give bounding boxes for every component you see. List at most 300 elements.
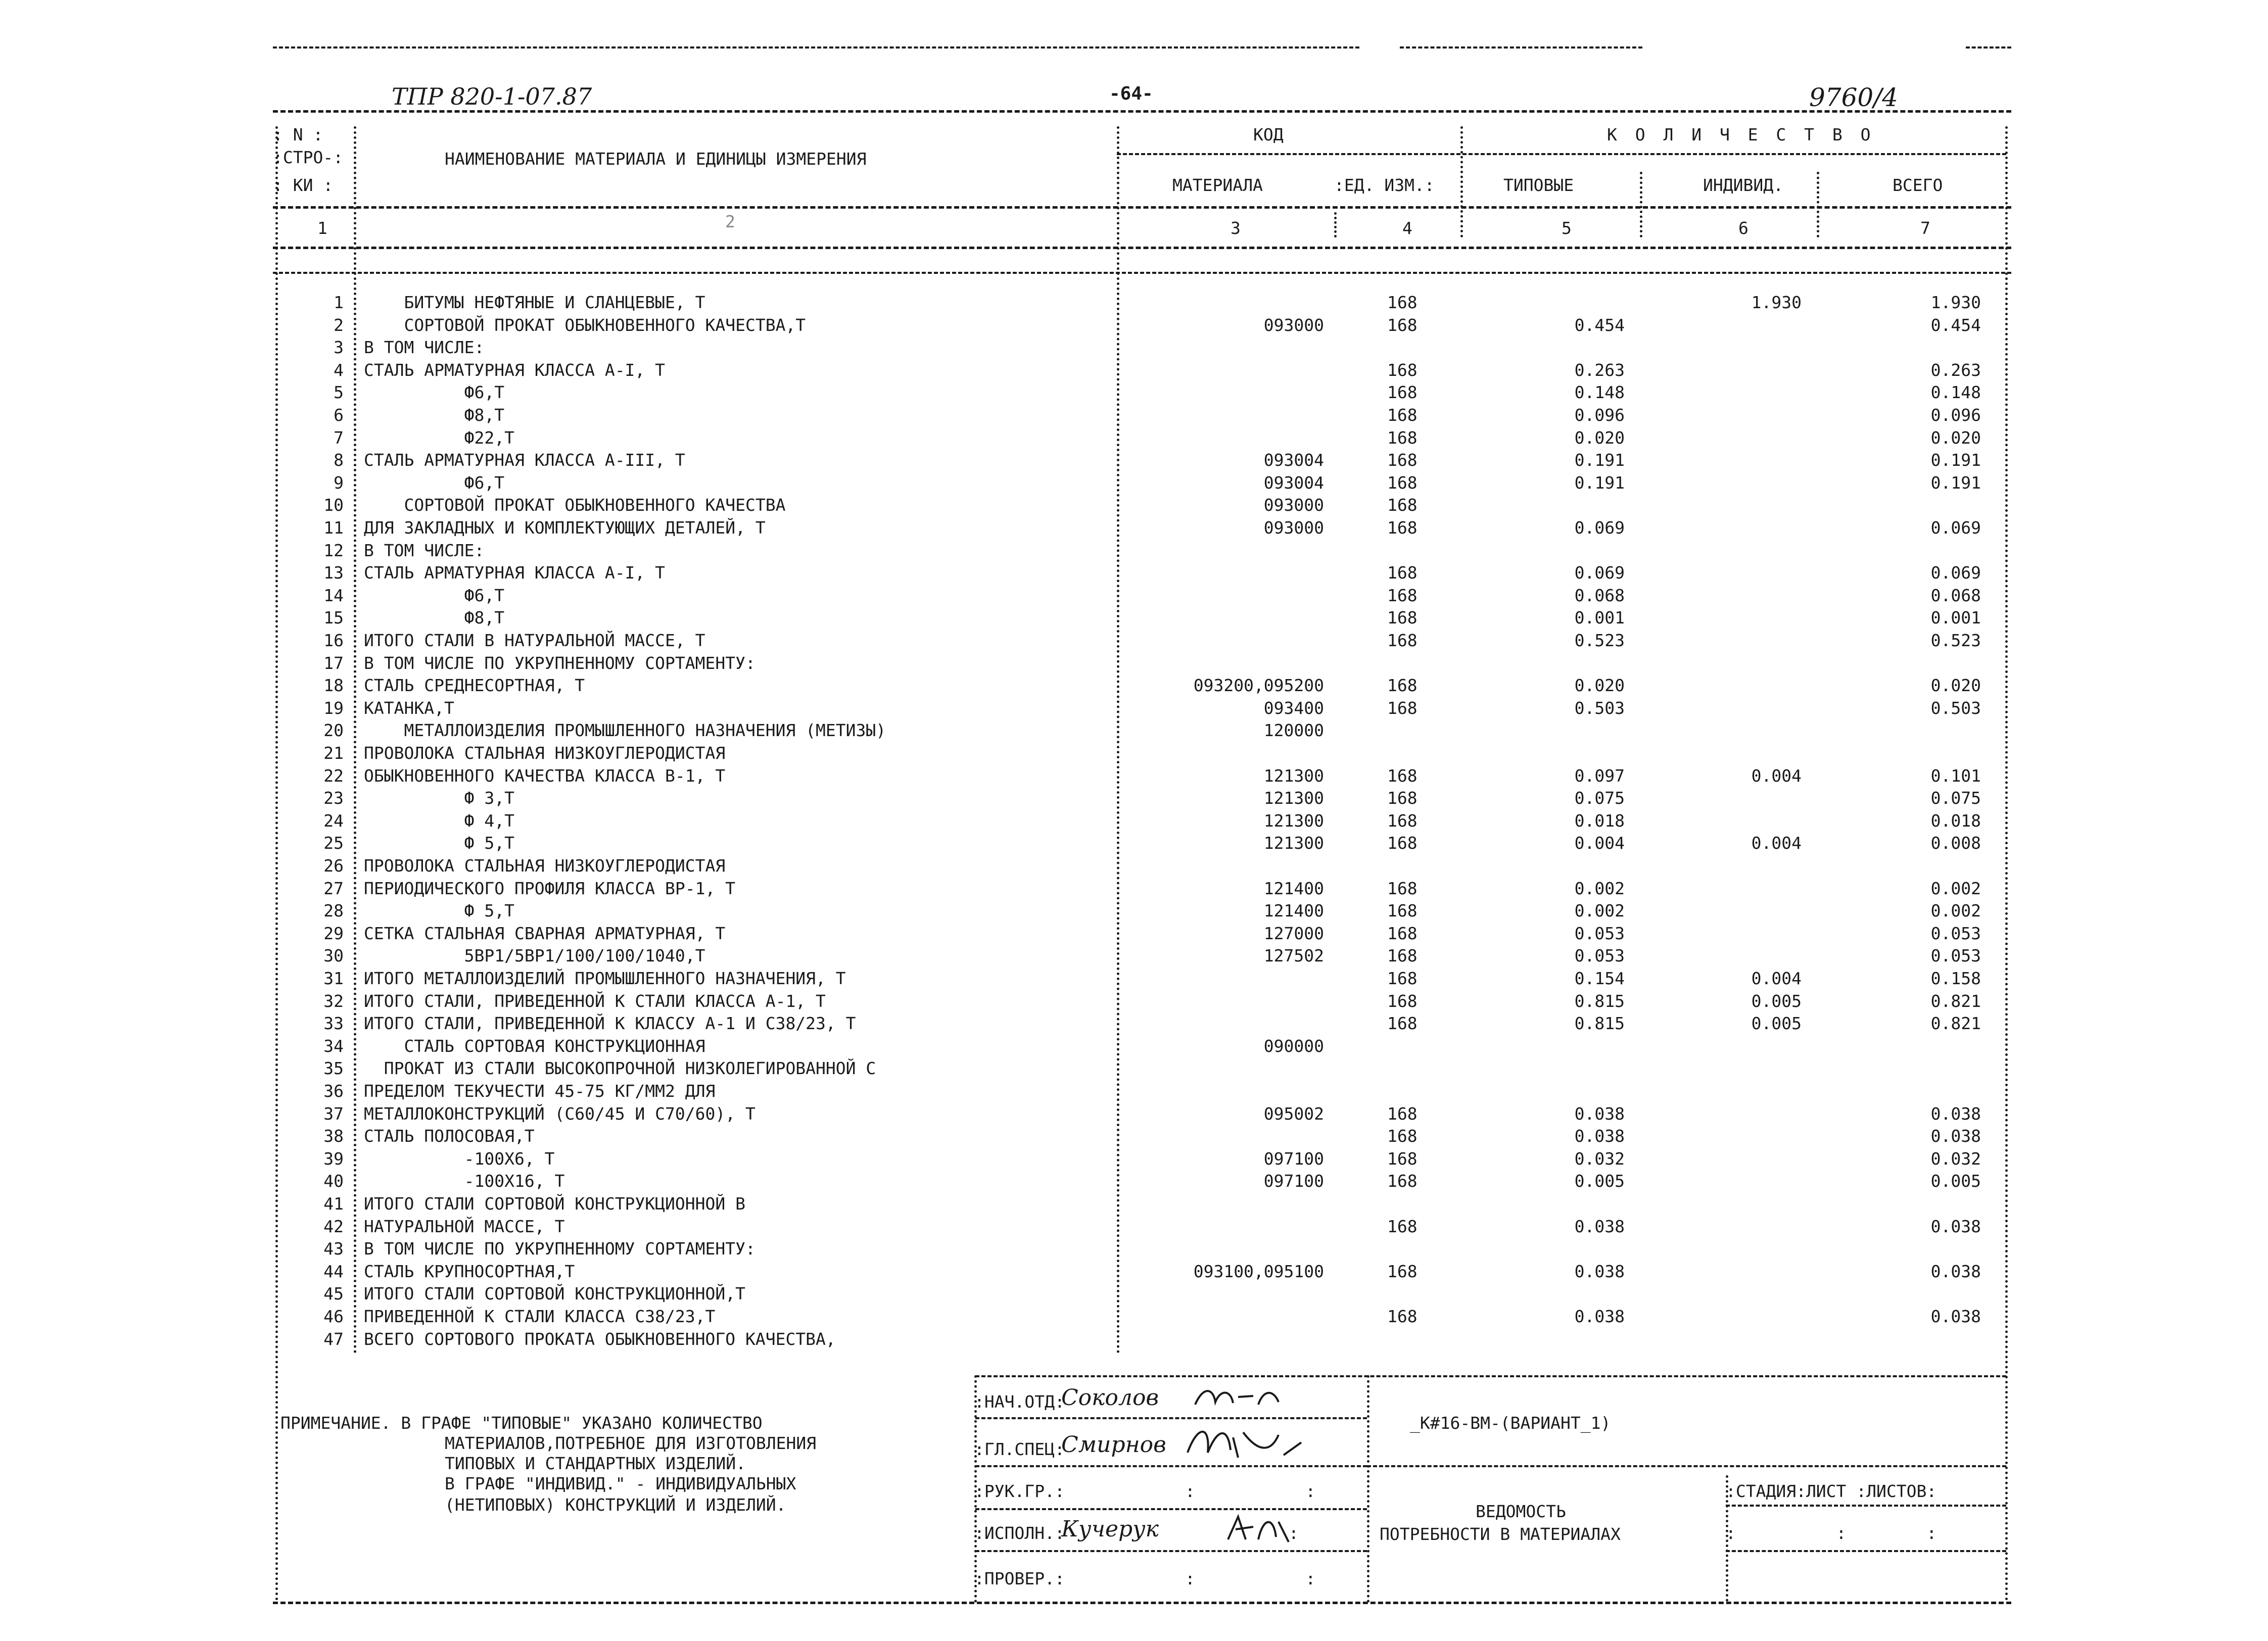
row-name: ПРИВЕДЕННОЙ К СТАЛИ КЛАССА С38/23,Т [364,1307,716,1326]
row-unit: 168 [1387,1216,1418,1236]
row-typical-qty: 0.038 [1574,1307,1625,1326]
row-unit: 168 [1387,810,1418,831]
row-total-qty: 0.821 [1930,991,1981,1011]
row-name: ПРЕДЕЛОМ ТЕКУЧЕСТИ 45-75 КГ/ММ2 ДЛЯ [364,1081,716,1101]
row-name: Ф 4,Т [364,810,515,831]
row-typical-qty: 0.069 [1574,563,1625,583]
row-name: МЕТАЛЛОКОНСТРУКЦИЙ (С60/45 И С70/60), Т [364,1103,755,1124]
row-total-qty: 0.053 [1930,946,1981,966]
row-total-qty: 0.002 [1930,901,1981,921]
row-number: 1 [334,293,344,312]
row-name: Ф 5,Т [364,901,515,921]
row-material-code: 121400 [1263,878,1324,898]
signature-nach-otd [1193,1382,1294,1412]
row-number: 12 [323,540,344,560]
row-number: 8 [334,450,344,470]
row-total-qty: 0.038 [1930,1216,1981,1236]
row-name: Ф22,Т [364,427,515,448]
col-ki-label: : КИ : [273,175,334,195]
row-material-code: 093200,095200 [1193,675,1324,696]
row-material-code: 090000 [1263,1036,1324,1056]
row-total-qty: 0.191 [1930,472,1981,493]
sub-sep-unit [1334,212,1337,237]
row-total-qty: 0.053 [1930,923,1981,943]
row-typical-qty: 0.097 [1574,765,1625,786]
row-number: 42 [323,1216,344,1236]
row-typical-qty: 0.001 [1574,608,1625,628]
row-material-code: 127502 [1263,946,1324,966]
row-number: 39 [323,1148,344,1169]
row-number: 5 [334,382,344,403]
row-name: ИТОГО СТАЛИ СОРТОВОЙ КОНСТРУКЦИОННОЙ В [364,1194,745,1214]
table-row [0,1105,2268,1126]
stamp-prover-label: :ПРОВЕР.: [974,1569,1065,1588]
row-number: 34 [323,1036,344,1056]
row-unit: 168 [1387,427,1418,448]
row-typical-qty: 0.038 [1574,1261,1625,1281]
row-typical-qty: 0.154 [1574,969,1625,988]
row-typical-qty: 0.038 [1574,1103,1625,1124]
row-typical-qty: 0.191 [1574,472,1625,493]
table-row [0,339,2268,359]
col-num-1: 1 [317,218,327,238]
row-unit: 168 [1387,472,1418,493]
row-typical-qty: 0.069 [1574,518,1625,538]
row-total-qty: 0.148 [1930,382,1981,403]
row-number: 35 [323,1058,344,1079]
row-number: 3 [334,337,344,358]
table-row [0,745,2268,765]
row-unit: 168 [1387,698,1418,718]
stamp-rule-2 [975,1465,1367,1467]
row-material-code: 127000 [1263,923,1324,943]
row-unit: 168 [1387,901,1418,921]
table-row [0,542,2268,562]
row-individual-qty: 1.930 [1751,293,1802,312]
table-row [0,1240,2268,1261]
row-material-code: 121300 [1263,765,1324,786]
row-number: 16 [323,631,344,650]
row-number: 46 [323,1307,344,1326]
row-material-code: 097100 [1263,1171,1324,1191]
row-number: 28 [323,901,344,921]
note-line-5: (НЕТИПОВЫХ) КОНСТРУКЦИЙ И ИЗДЕЛИЙ. [445,1495,786,1515]
doc-code: ТПР 820-1-07.87 [392,83,592,110]
note-line-3: ТИПОВЫХ И СТАНДАРТНЫХ ИЗДЕЛИЙ. [445,1454,746,1473]
sub-sep-ind [1640,172,1642,237]
page-number: -64- [1109,83,1153,104]
col-vsego-header: ВСЕГО [1893,175,1943,195]
stamp-mid-border [1367,1375,1369,1603]
stamp-rule-2b [1367,1465,2006,1467]
col-ed-izm-header: :ЕД. ИЗМ.: [1334,175,1435,195]
row-total-qty: 0.018 [1930,810,1981,831]
row-number: 15 [323,608,344,628]
table-row [0,835,2268,855]
row-number: 40 [323,1171,344,1191]
row-total-qty: 0.038 [1930,1307,1981,1326]
row-number: 19 [323,698,344,718]
row-number: 10 [323,495,344,515]
row-number: 45 [323,1284,344,1304]
row-unit: 168 [1387,1171,1418,1191]
col-num-6: 6 [1738,218,1749,238]
row-number: 27 [323,878,344,898]
signature-ispoln [1223,1512,1294,1547]
row-unit: 168 [1387,878,1418,898]
row-unit: 168 [1387,946,1418,966]
stamp-rule-1 [975,1417,1367,1419]
row-name: ИТОГО СТАЛИ, ПРИВЕДЕННОЙ К КЛАССУ А-1 И С38/23, Т [364,1013,856,1034]
row-name: СТАЛЬ АРМАТУРНАЯ КЛАССА А-III, Т [364,450,685,470]
col-stroki-label: :СТРО-: [273,148,344,167]
row-typical-qty: 0.096 [1574,405,1625,425]
stamp-nach-otd-name: Соколов [1061,1385,1159,1411]
row-typical-qty: 0.053 [1574,946,1625,966]
stamp-nach-otd-label: :НАЧ.ОТД: [974,1392,1065,1412]
row-name: СЕТКА СТАЛЬНАЯ СВАРНАЯ АРМАТУРНАЯ, Т [364,923,726,943]
row-name: Ф6,Т [364,472,505,493]
row-name: СОРТОВОЙ ПРОКАТ ОБЫКНОВЕННОГО КАЧЕСТВА [364,495,786,515]
table-row [0,1173,2268,1193]
stamp-rule-5b [1726,1550,2006,1552]
row-total-qty: 0.032 [1930,1148,1981,1169]
row-individual-qty: 0.005 [1751,991,1802,1011]
row-unit: 168 [1387,1261,1418,1281]
table-row [0,1128,2268,1148]
row-name: В ТОМ ЧИСЛЕ: [364,540,485,560]
row-typical-qty: 0.032 [1574,1148,1625,1169]
row-name: СОРТОВОЙ ПРОКАТ ОБЫКНОВЕННОГО КАЧЕСТВА,Т [364,315,806,335]
row-unit: 168 [1387,1307,1418,1326]
row-name: БИТУМЫ НЕФТЯНЫЕ И СЛАНЦЕВЫЕ, Т [364,293,705,312]
col-num-3: 3 [1231,218,1241,238]
row-total-qty: 0.038 [1930,1261,1981,1281]
row-name: ОБЫКНОВЕННОГО КАЧЕСТВА КЛАССА В-1, Т [364,765,726,786]
row-number: 9 [334,472,344,493]
row-unit: 168 [1387,833,1418,853]
row-number: 18 [323,675,344,696]
table-row [0,1150,2268,1171]
row-typical-qty: 0.075 [1574,788,1625,808]
note-line-4: В ГРАФЕ "ИНДИВИД." - ИНДИВИДУАЛЬНЫХ [445,1474,796,1493]
stamp-ispoln-dots: : [1289,1523,1299,1543]
stamp-ispoln-name: Кучерук [1061,1516,1159,1542]
row-name: ИТОГО СТАЛИ В НАТУРАЛЬНОЙ МАССЕ, Т [364,631,705,650]
table-row [0,1083,2268,1103]
row-typical-qty: 0.148 [1574,382,1625,403]
row-name: ИТОГО СТАЛИ СОРТОВОЙ КОНСТРУКЦИОННОЙ,Т [364,1284,745,1304]
row-name: НАТУРАЛЬНОЙ МАССЕ, Т [364,1216,565,1236]
row-typical-qty: 0.068 [1574,585,1625,605]
row-unit: 168 [1387,293,1418,312]
row-typical-qty: 0.815 [1574,1013,1625,1034]
stamp-top-rule [975,1375,2006,1377]
col-name-header: НАИМЕНОВАНИЕ МАТЕРИАЛА И ЕДИНИЦЫ ИЗМЕРЕНИЯ [445,149,867,169]
row-total-qty: 0.191 [1930,450,1981,470]
row-name: В ТОМ ЧИСЛЕ ПО УКРУПНЕННОМУ СОРТАМЕНТУ: [364,1239,755,1259]
row-material-code: 095002 [1263,1103,1324,1124]
table-row [0,1195,2268,1216]
row-unit: 168 [1387,608,1418,628]
row-material-code: 093000 [1263,495,1324,515]
row-number: 30 [323,946,344,966]
row-number: 20 [323,720,344,741]
row-typical-qty: 0.815 [1574,991,1625,1011]
table-row [0,519,2268,540]
table-row [0,1060,2268,1080]
stamp-prover-dots: : : [1185,1569,1316,1588]
row-name: -100Х16, Т [364,1171,565,1191]
row-number: 38 [323,1126,344,1146]
row-name: СТАЛЬ СОРТОВАЯ КОНСТРУКЦИОННАЯ [364,1036,705,1056]
col-tipovye-header: ТИПОВЫЕ [1503,175,1574,195]
table-row [0,1218,2268,1238]
table-row [0,407,2268,427]
table-row [0,857,2268,878]
top-rule-end [1966,46,2011,49]
row-name: ПРОВОЛОКА СТАЛЬНАЯ НИЗКОУГЛЕРОДИСТАЯ [364,856,726,876]
row-unit: 168 [1387,563,1418,583]
row-total-qty: 0.523 [1930,631,1981,650]
row-material-code: 121300 [1263,833,1324,853]
row-number: 22 [323,765,344,786]
bottom-rule [273,1602,2011,1604]
row-name: СТАЛЬ ПОЛОСОВАЯ,Т [364,1126,535,1146]
row-name: ИТОГО МЕТАЛЛОИЗДЕЛИЙ ПРОМЫШЛЕННОГО НАЗНАЧЕНИЯ, Т [364,969,846,988]
row-name: ДЛЯ ЗАКЛАДНЫХ И КОМПЛЕКТУЮЩИХ ДЕТАЛЕЙ, Т [364,518,766,538]
row-total-qty: 0.069 [1930,518,1981,538]
row-unit: 168 [1387,495,1418,515]
col-num-7: 7 [1920,218,1930,238]
row-total-qty: 0.020 [1930,675,1981,696]
table-row [0,655,2268,675]
col-num-4: 4 [1402,218,1412,238]
table-row [0,925,2268,945]
stamp-ruk-gr-label: :РУК.ГР.: [974,1481,1065,1501]
row-total-qty: 0.069 [1930,563,1981,583]
row-typical-qty: 0.020 [1574,675,1625,696]
row-number: 29 [323,923,344,943]
table-row [0,452,2268,472]
row-number: 23 [323,788,344,808]
row-number: 7 [334,427,344,448]
table-row [0,632,2268,652]
row-name: ПРОВОЛОКА СТАЛЬНАЯ НИЗКОУГЛЕРОДИСТАЯ [364,743,726,763]
row-number: 21 [323,743,344,763]
row-name: ВСЕГО СОРТОВОГО ПРОКАТА ОБЫКНОВЕННОГО КАЧЕСТВА, [364,1329,836,1349]
row-total-qty: 1.930 [1930,293,1981,312]
stamp-stadiya-header: :СТАДИЯ:ЛИСТ :ЛИСТОВ: [1726,1481,1937,1501]
header-rule [273,110,2011,113]
row-typical-qty: 0.038 [1574,1126,1625,1146]
row-material-code: 120000 [1263,720,1324,741]
row-name: 5ВР1/5ВР1/100/100/1040,Т [364,946,705,966]
table-row [0,294,2268,314]
row-name: Ф6,Т [364,382,505,403]
table-row [0,1285,2268,1306]
row-unit: 168 [1387,518,1418,538]
col-kod-header: КОД [1253,125,1284,144]
row-name: СТАЛЬ СРЕДНЕСОРТНАЯ, Т [364,675,585,696]
row-material-code: 093004 [1263,472,1324,493]
table-row [0,790,2268,810]
row-number: 44 [323,1261,344,1281]
row-total-qty: 0.020 [1930,427,1981,448]
row-total-qty: 0.096 [1930,405,1981,425]
numbers-rule [273,247,2011,249]
row-name: КАТАНКА,Т [364,698,454,718]
table-row [0,317,2268,337]
table-row [0,767,2268,788]
row-unit: 168 [1387,382,1418,403]
table-row [0,384,2268,404]
row-number: 2 [334,315,344,335]
row-individual-qty: 0.004 [1751,969,1802,988]
row-typical-qty: 0.503 [1574,698,1625,718]
row-typical-qty: 0.004 [1574,833,1625,853]
row-total-qty: 0.008 [1930,833,1981,853]
table-row [0,880,2268,900]
row-number: 17 [323,653,344,673]
row-unit: 168 [1387,765,1418,786]
col-n-label: : N : [273,125,323,144]
row-number: 25 [323,833,344,853]
row-typical-qty: 0.002 [1574,901,1625,921]
row-number: 13 [323,563,344,583]
table-row [0,812,2268,833]
table-row [0,587,2268,607]
row-name: Ф6,Т [364,585,505,605]
row-number: 6 [334,405,344,425]
row-unit: 168 [1387,1148,1418,1169]
row-typical-qty: 0.263 [1574,360,1625,380]
row-unit: 168 [1387,360,1418,380]
row-individual-qty: 0.005 [1751,1013,1802,1034]
table-row [0,429,2268,450]
row-total-qty: 0.158 [1930,969,1981,988]
row-name: ПЕРИОДИЧЕСКОГО ПРОФИЛЯ КЛАССА ВР-1, Т [364,878,736,898]
row-unit: 168 [1387,969,1418,988]
row-individual-qty: 0.004 [1751,833,1802,853]
row-number: 24 [323,810,344,831]
stamp-ispoln-label: :ИСПОЛН.: [974,1523,1065,1543]
table-row [0,362,2268,382]
row-name: СТАЛЬ АРМАТУРНАЯ КЛАССА А-I, Т [364,563,666,583]
row-number: 41 [323,1194,344,1214]
row-name: Ф 3,Т [364,788,515,808]
row-name: ИТОГО СТАЛИ, ПРИВЕДЕННОЙ К СТАЛИ КЛАССА А-1, Т [364,991,826,1011]
row-total-qty: 0.263 [1930,360,1981,380]
row-total-qty: 0.068 [1930,585,1981,605]
row-name: Ф8,Т [364,405,505,425]
row-typical-qty: 0.002 [1574,878,1625,898]
row-total-qty: 0.038 [1930,1103,1981,1124]
row-typical-qty: 0.454 [1574,315,1625,335]
stamp-listov-dots: : : : [1726,1523,1937,1543]
row-unit: 168 [1387,923,1418,943]
row-individual-qty: 0.004 [1751,765,1802,786]
row-typical-qty: 0.005 [1574,1171,1625,1191]
row-unit: 168 [1387,675,1418,696]
sub-sep-typ [1460,126,1463,237]
row-unit: 168 [1387,1126,1418,1146]
row-unit: 168 [1387,405,1418,425]
table-row [0,1308,2268,1328]
col-individ-header: ИНДИВИД. [1703,175,1783,195]
sub-sep-total [1817,172,1819,237]
row-material-code: 093400 [1263,698,1324,718]
table-row [0,677,2268,697]
table-row [0,1263,2268,1283]
row-name: ПРОКАТ ИЗ СТАЛИ ВЫСОКОПРОЧНОЙ НИЗКОЛЕГИРОВАННОЙ С [364,1058,876,1079]
row-total-qty: 0.038 [1930,1126,1981,1146]
row-number: 14 [323,585,344,605]
row-material-code: 093100,095100 [1193,1261,1324,1281]
stamp-rule-3 [1726,1505,2006,1507]
row-name: В ТОМ ЧИСЛЕ ПО УКРУПНЕННОМУ СОРТАМЕНТУ: [364,653,755,673]
row-unit: 168 [1387,788,1418,808]
stamp-title-2: ПОТРЕБНОСТИ В МАТЕРИАЛАХ [1380,1524,1621,1544]
signature-gl-spec [1183,1422,1304,1463]
col-num-2: 2 [725,212,735,231]
row-typical-qty: 0.038 [1574,1216,1625,1236]
row-number: 37 [323,1103,344,1124]
table-row [0,474,2268,495]
row-number: 32 [323,991,344,1011]
row-total-qty: 0.454 [1930,315,1981,335]
header-subrule [1117,153,2006,155]
stamp-title-1: ВЕДОМОСТЬ [1476,1502,1566,1521]
row-name: Ф8,Т [364,608,505,628]
table-row [0,902,2268,923]
row-number: 26 [323,856,344,876]
top-rule-left [273,46,1359,49]
table-row [0,947,2268,968]
table-row [0,1038,2268,1058]
row-number: 4 [334,360,344,380]
sheet-ref: 9760/4 [1809,83,1898,112]
row-number: 31 [323,969,344,988]
row-material-code: 093000 [1263,315,1324,335]
table-row [0,564,2268,585]
table-row [0,722,2268,742]
row-name: СТАЛЬ АРМАТУРНАЯ КЛАССА А-I, Т [364,360,666,380]
row-unit: 168 [1387,315,1418,335]
table-row [0,970,2268,990]
row-number: 33 [323,1013,344,1034]
table-row [0,609,2268,630]
row-total-qty: 0.002 [1930,878,1981,898]
stamp-ruk-gr-dots: : : [1185,1481,1316,1501]
row-number: 36 [323,1081,344,1101]
row-typical-qty: 0.191 [1574,450,1625,470]
row-number: 11 [323,518,344,538]
row-material-code: 093004 [1263,450,1324,470]
stamp-rule-5 [975,1550,1367,1552]
row-total-qty: 0.101 [1930,765,1981,786]
header-bottom-rule [273,206,2011,209]
row-typical-qty: 0.523 [1574,631,1625,650]
stamp-project-code: _К#16-ВМ-(ВАРИАНТ_1) [1410,1413,1611,1433]
col-material-header: МАТЕРИАЛА [1172,175,1263,195]
row-number: 43 [323,1239,344,1259]
table-row [0,1015,2268,1035]
row-unit: 168 [1387,1013,1418,1034]
row-number: 47 [323,1329,344,1349]
table-row [0,700,2268,720]
row-unit: 168 [1387,585,1418,605]
